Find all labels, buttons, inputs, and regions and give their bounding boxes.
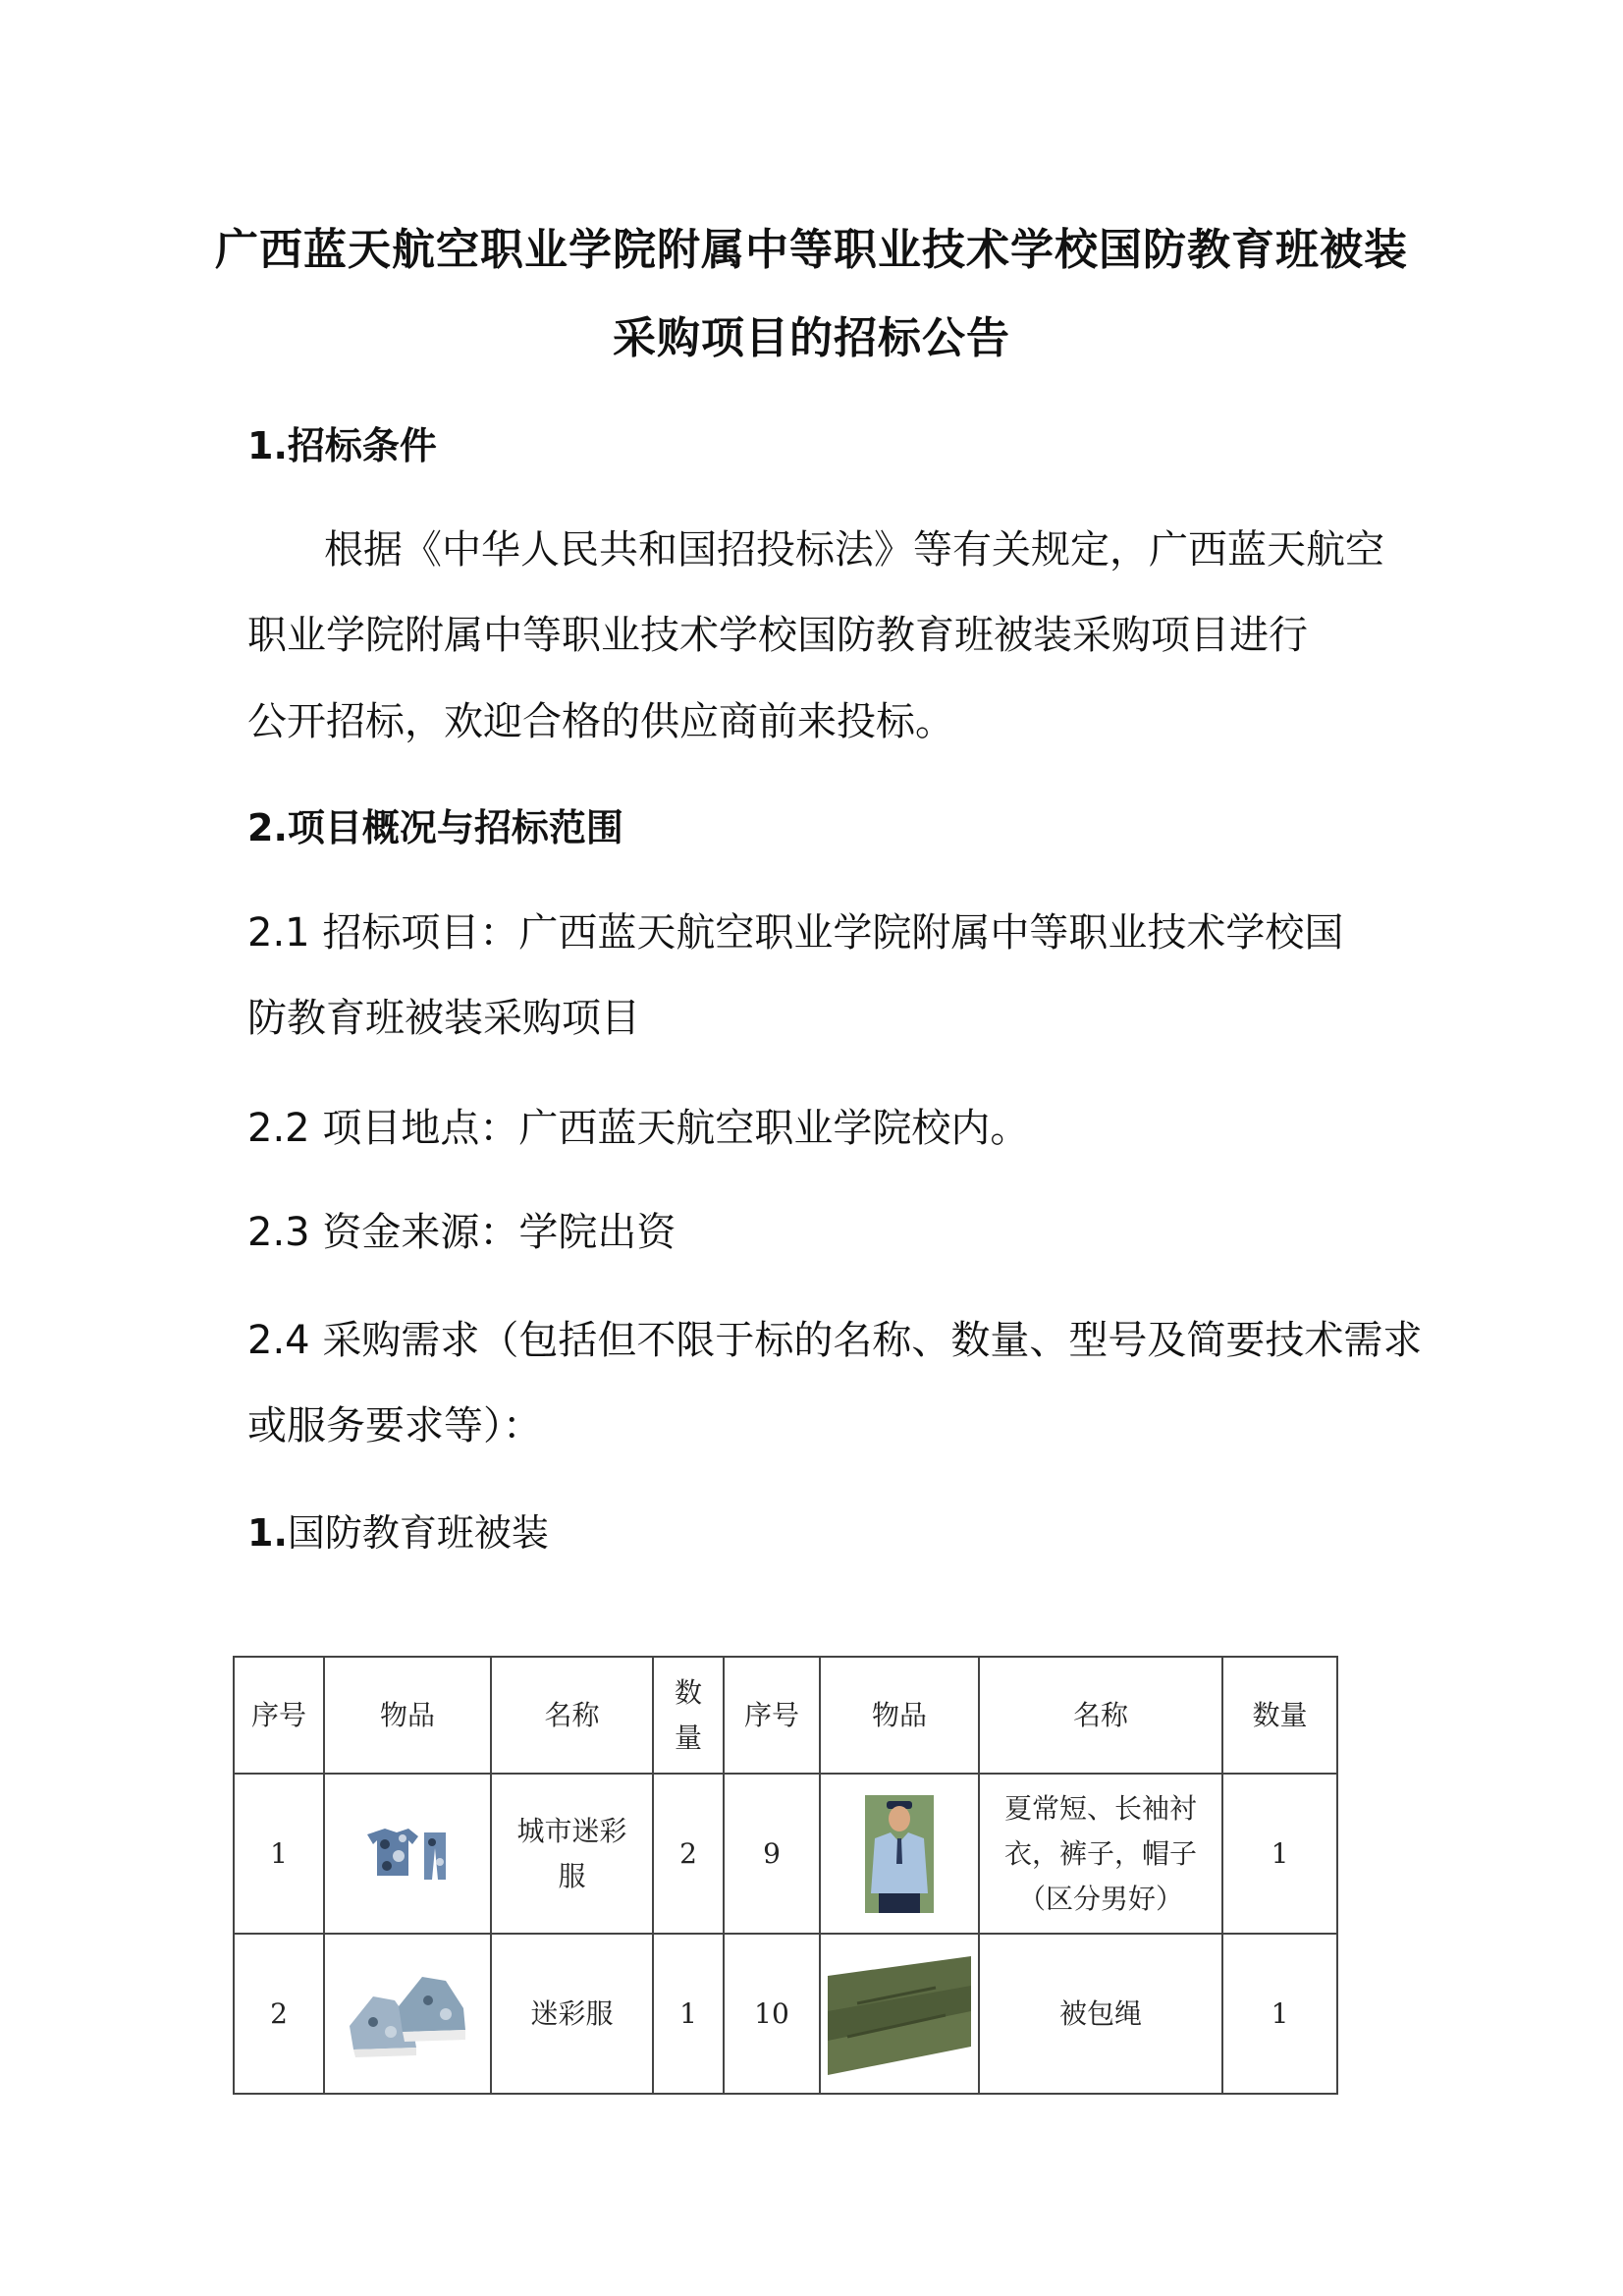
section2-heading: 2.项目概况与招标范围 (247, 806, 623, 849)
section1-para-line1: 根据《中华人民共和国招投标法》等有关规定，广西蓝天航空 (324, 527, 1384, 573)
row1-name-a-line1: 城市迷彩 (516, 1814, 627, 1847)
row1-no-a: 1 (234, 1774, 324, 1934)
section1-para-line3: 公开招标，欢迎合格的供应商前来投标。 (247, 699, 954, 744)
row1-qty-b: 1 (1222, 1774, 1337, 1934)
row2-name-b: 被包绳 (979, 1934, 1222, 2094)
item-2-2: 2.2 项目地点：广西蓝天航空职业学院校内。 (247, 1106, 1030, 1151)
row2-qty-a: 1 (653, 1934, 724, 2094)
bedding-strap-icon (828, 1952, 971, 2075)
row1-name-b (979, 1774, 1222, 1934)
row1-name-b-line1: 夏常短、长袖衬 (1003, 1791, 1197, 1825)
row1-name-a (491, 1774, 653, 1934)
header-qty-a (653, 1657, 724, 1774)
row1-name-a-line2: 服 (558, 1859, 586, 1892)
table-row (234, 1774, 1337, 1934)
item-2-3: 2.3 资金来源：学院出资 (247, 1210, 676, 1255)
section1-para-line2: 职业学院附属中等职业技术学校国防教育班被装采购项目进行 (247, 613, 1308, 658)
item-2-1-line1: 2.1 招标项目：广西蓝天航空职业学院附属中等职业技术学校国 (247, 910, 1344, 956)
header-qty-b: 数量 (1222, 1657, 1337, 1774)
row1-no-b: 9 (724, 1774, 820, 1934)
row1-name-b-line3: （区分男好） (1017, 1882, 1183, 1915)
row1-image-a (324, 1774, 491, 1934)
subsection-text: 国防教育班被装 (287, 1511, 549, 1555)
row1-image-b (820, 1774, 979, 1934)
section1-heading: 1.招标条件 (247, 424, 437, 467)
row1-qty-a: 2 (653, 1774, 724, 1934)
camouflage-shoes-icon (344, 1957, 471, 2070)
subsection-heading (247, 1503, 549, 1557)
summer-uniform-person-icon (865, 1795, 934, 1913)
row1-name-b-line2: 衣，裤子，帽子 (1003, 1836, 1197, 1870)
header-item-a: 物品 (324, 1657, 491, 1774)
header-item-b: 物品 (820, 1657, 979, 1774)
items-table (233, 1656, 1338, 2095)
header-name-a: 名称 (491, 1657, 653, 1774)
row2-image-b (820, 1934, 979, 2094)
row2-image-a (324, 1934, 491, 2094)
row2-no-b: 10 (724, 1934, 820, 2094)
header-qty-a-line1: 数 (674, 1675, 702, 1709)
row2-no-a: 2 (234, 1934, 324, 2094)
subsection-number: 1. (247, 1511, 288, 1555)
row2-name-a: 迷彩服 (491, 1934, 653, 2094)
document-title-line2: 采购项目的招标公告 (613, 313, 1010, 363)
item-2-1-line2: 防教育班被装采购项目 (247, 996, 640, 1041)
table-row (234, 1934, 1337, 2094)
header-name-b: 名称 (979, 1657, 1222, 1774)
item-2-4-line2: 或服务要求等）： (247, 1403, 542, 1449)
camouflage-uniform-icon (363, 1825, 452, 1884)
document-title-line1: 广西蓝天航空职业学院附属中等职业技术学校国防教育班被装 (215, 225, 1408, 275)
header-qty-a-line2: 量 (674, 1721, 702, 1754)
row2-qty-b: 1 (1222, 1934, 1337, 2094)
header-no-a: 序号 (234, 1657, 324, 1774)
header-no-b: 序号 (724, 1657, 820, 1774)
table-header-row (234, 1657, 1337, 1774)
item-2-4-line1: 2.4 采购需求（包括但不限于标的名称、数量、型号及简要技术需求 (247, 1318, 1423, 1363)
